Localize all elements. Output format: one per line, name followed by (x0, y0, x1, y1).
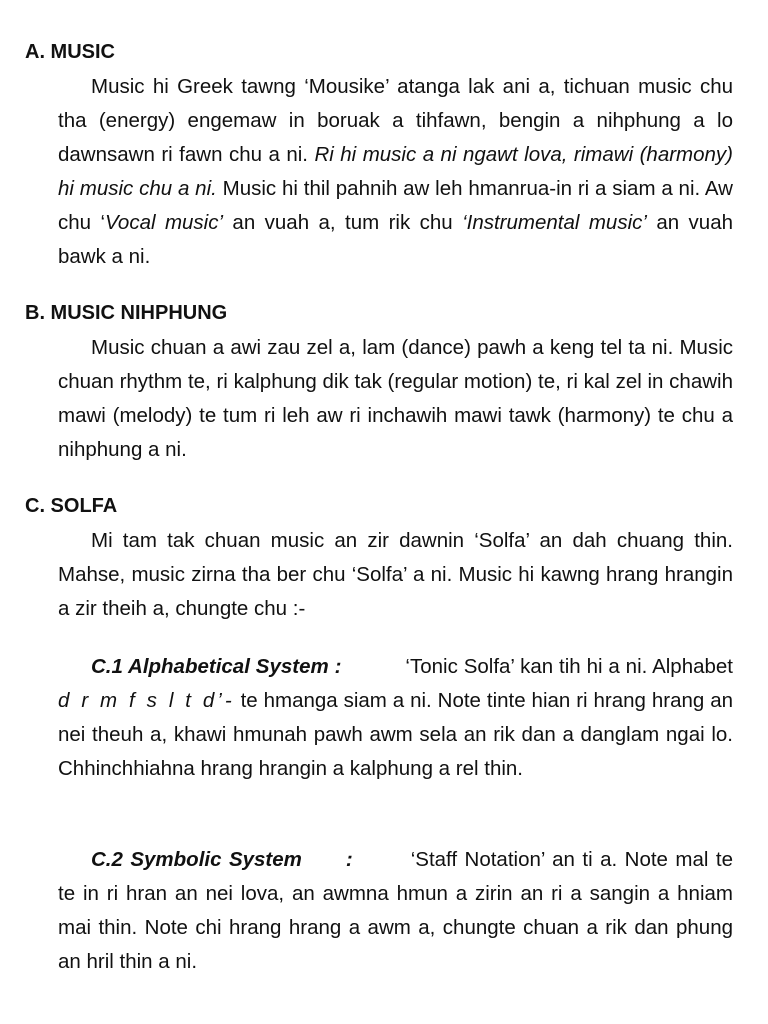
music-text-3: an vuah a, tum rik chu (223, 211, 463, 234)
alphabetical-system-title: C.1 Alphabetical System : (91, 655, 342, 678)
paragraph-symbolic-system (58, 843, 733, 979)
symbolic-text: ‘Staff Notation’ an ti a. Note mal te te in ri hran an nei lova, an awmna hmun a zirin an ri a sangin a hniam mai thin. Note chi hrang hrang a awm a, chungte chuan a rik dan phung an hril thin a ni. (58, 848, 733, 973)
music-text-4: an vuah bawk a ni. (58, 211, 734, 268)
alphabetical-text-1: ‘Tonic Solfa’ kan tih hi a ni. Alphabet (405, 655, 733, 678)
paragraph-solfa (58, 524, 733, 626)
music-italic-1: Ri hi music a ni ngawt lova, rimawi (harmony) hi music chu a ni. (58, 143, 734, 200)
heading-music: A. MUSIC (25, 41, 115, 63)
paragraph-music-nihphung (58, 331, 733, 467)
symbolic-system-title: C.2 Symbolic System (91, 848, 302, 871)
paragraph-alphabetical-system (58, 650, 733, 786)
heading-music-nihphung: B. MUSIC NIHPHUNG (25, 302, 228, 324)
music-italic-2: Vocal music’ (105, 211, 224, 234)
music-italic-3: ‘Instrumental music’ (462, 211, 647, 234)
symbolic-system-colon: : (345, 848, 353, 871)
heading-solfa: C. SOLFA (25, 495, 118, 517)
music-text-2: Music hi thil pahnih aw leh hmanrua-in ri a siam a ni. Aw chu ‘ (58, 177, 733, 234)
music-text-1: Music hi Greek tawng ‘Mousike’ atanga lak ani a, tichuan music chu tha (energy) engemaw in boruak a tihfawn, bengin a nihphung a lo dawnsawn ri fawn chu a ni. (58, 75, 733, 166)
paragraph-music (58, 70, 733, 274)
alphabetical-text-2: te hmanga siam a ni. Note tinte hian ri hrang hrang an nei theuh a, khawi hmunah pawh awm sela an rik dan a danglam ngai lo. Chhinchhiahna hrang hrangin a kalphung a rel thin. (58, 689, 733, 780)
nihphung-text: Music chuan a awi zau zel a, lam (dance) pawh a keng tel ta ni. Music chuan rhythm te, ri kalphung dik tak (regular motion) te, ri kal zel in chawih mawi (melody) te tum ri leh aw ri inchawih mawi tawk (harmony) te chu a nihphung a ni. (58, 336, 733, 461)
alphabetical-letters: d r m f s l t d’- (58, 689, 235, 712)
solfa-text: Mi tam tak chuan music an zir dawnin ‘Solfa’ an dah chuang thin. Mahse, music zirna tha ber chu ‘Solfa’ a ni. Music hi kawng hrang hrangin a zir theih a, chungte chu :- (58, 529, 733, 620)
